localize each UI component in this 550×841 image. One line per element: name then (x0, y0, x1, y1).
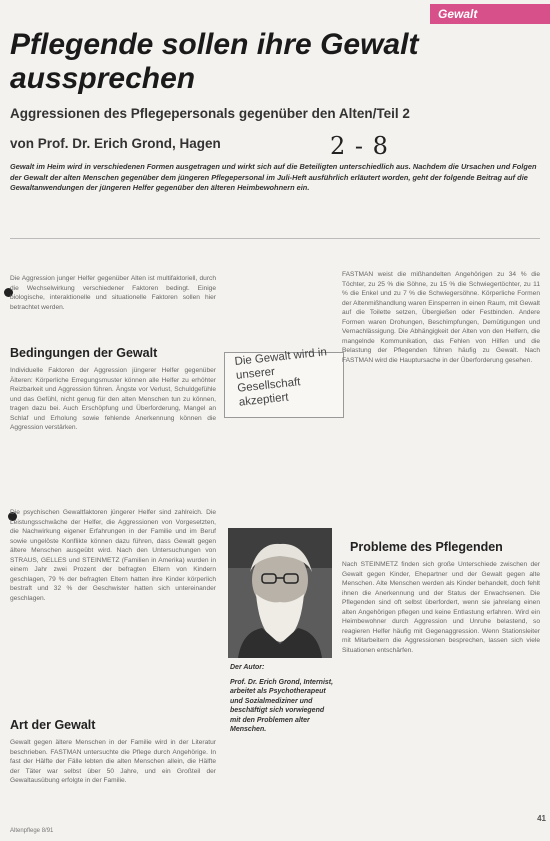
intro-paragraph: Die Aggression junger Helfer gegenüber Alten ist multifaktoriell, durch die Wechselwirkung verschiedener Faktoren bedingt. Einige biologische, interaktionelle und situationelle Faktoren sollen hier betrachtet werden. (10, 275, 216, 311)
section-bedingungen-2: Die psychischen Gewaltfaktoren jüngerer Helfer sind zahlreich. Die Leistungsschwäche der Helfer, die Aggressionen von Vorgesetzten, die Nachwirkung eigener Erfahrungen in der Familie und im Beruf sowie ungelöste Konflikte können dazu führen, dass Gewalt gegen ältere Menschen ausgeübt wird. Nach den Untersuchungen von STRAUS, GELLES und STEINMETZ (Familien in Amerika) wurden in einem Jahr zwei Prozent der befragten Eltern von Kindern geschlagen, 79 % der befragten Eltern hatten ihre Kinder körperlich bestraft und 32 % der Geschwister hatten sich untereinander geschlagen. (10, 509, 216, 602)
article-author: von Prof. Dr. Erich Grond, Hagen (10, 136, 221, 151)
page-footer: Altenpflege 8/91 (10, 828, 54, 834)
heading-art: Art der Gewalt (10, 718, 96, 732)
article-lead: Gewalt im Heim wird in verschiedenen Formen ausgetragen und wirkt sich auf die Beteiligten unterschiedlich aus. Nachdem die Ursachen und Folgen der Gewalt der alten Menschen gegenüber dem jüngeren Pflegepersonal im Juli-Heft ausführlich erläutert worden, geht der folgende Beitrag auf die Gewaltanwendungen der jüngeren Helfer gegenüber den älteren Heimbewohnern ein. (10, 162, 537, 193)
handwritten-note: 2 - 8 (330, 132, 389, 160)
heading-probleme: Probleme des Pflegenden (350, 540, 503, 554)
section-art: Gewalt gegen ältere Menschen in der Familie wird in der Literatur beschrieben. FASTMAN untersuchte die Pflege durch Angehörige. In fast der Hälfte der Fälle lebten die alten Menschen allein, die Hälfte der Täter war selbst über 50 Jahre, und ein Großteil der Gewaltausübung erfolgte in der Familie. (10, 739, 216, 784)
photo-caption-label: Der Autor: (230, 664, 265, 671)
section-probleme: Nach STEINMETZ finden sich große Unterschiede zwischen der Gewalt gegen Kinder, Ehepartner und der Gewalt gegen alte Menschen. Alte Menschen werden als Kinder behandelt, doch fehlt ihnen die Anerkennung und der Status der Erwachsenen. Die Pflegenden sind oft selbst überfordert, wenn sie jahrelang einen alten Angehörigen pflegen und keine Entlastung erfahren. Wird ein Heimbewohner durch Aggression und Unruhe belastend, so reagieren Helfer häufig mit Gegenaggression. Wenn Stationsleiter mit Mitarbeitern die Aggressionen besprechen, lassen sich viele Situationen entschärfen. (342, 561, 540, 654)
article-title: Pflegende sollen ihre Gewalt aussprechen (10, 28, 419, 95)
pull-quote: Die Gewalt wird in unserer Gesellschaft akzeptiert (234, 346, 328, 409)
section-bedingungen: Individuelle Faktoren der Aggression jüngerer Helfer gegenüber Älteren: Körperliche Erregungsmuster können alle Helfer zu erhöhter Reizbarkeit und Aggression führen. Ängste vor Verlust, Schuldgefühle und das Gefühl, nicht genug für den alten Menschen tun zu können, tragen dazu bei. Auch Erschöpfung und Überforderung, Mangel an Schlaf und Erholung sowie fehlende Anerkennung können die Aggression verstärken. (10, 367, 216, 431)
author-photo (228, 528, 332, 658)
section-fastman: FASTMAN weist die mißhandelten Angehörigen zu 34 % die Töchter, zu 25 % die Söhne, zu 15 % die Schwiegertöchter, zu 11 % die Enkel und zu 7 % die Schwiegersöhne. Körperliche Formen der Altenmißhandlung waren Einsperren in einen Raum, mit Gewalt auf die Toilette setzen, Übergießen oder Festbinden. Andere Formen waren Drohungen, Beschimpfungen, Demütigungen und Vernachlässigung. Die Abhängigkeit der Alten von den Helfern, die mangelnde Kommunikation, das Fehlen von Hilfen und die Belastung der Pflegenden führen häufig zu Gewalt. Nach FASTMAN wird die Hauptursache in der Überforderung gesehen. (342, 271, 540, 364)
divider (10, 238, 540, 239)
heading-bedingungen: Bedingungen der Gewalt (10, 346, 158, 360)
article-subtitle: Aggressionen des Pflegepersonals gegenüber den Alten/Teil 2 (10, 106, 410, 121)
rubric-label: Gewalt (430, 4, 550, 24)
photo-caption: Prof. Dr. Erich Grond, Internist, arbeitet als Psychotherapeut und Sozialmediziner und beschäftigt sich vorwiegend mit den Problemen alter Menschen. (230, 679, 334, 734)
page-number: 41 (537, 814, 546, 823)
portrait-image (228, 528, 332, 658)
